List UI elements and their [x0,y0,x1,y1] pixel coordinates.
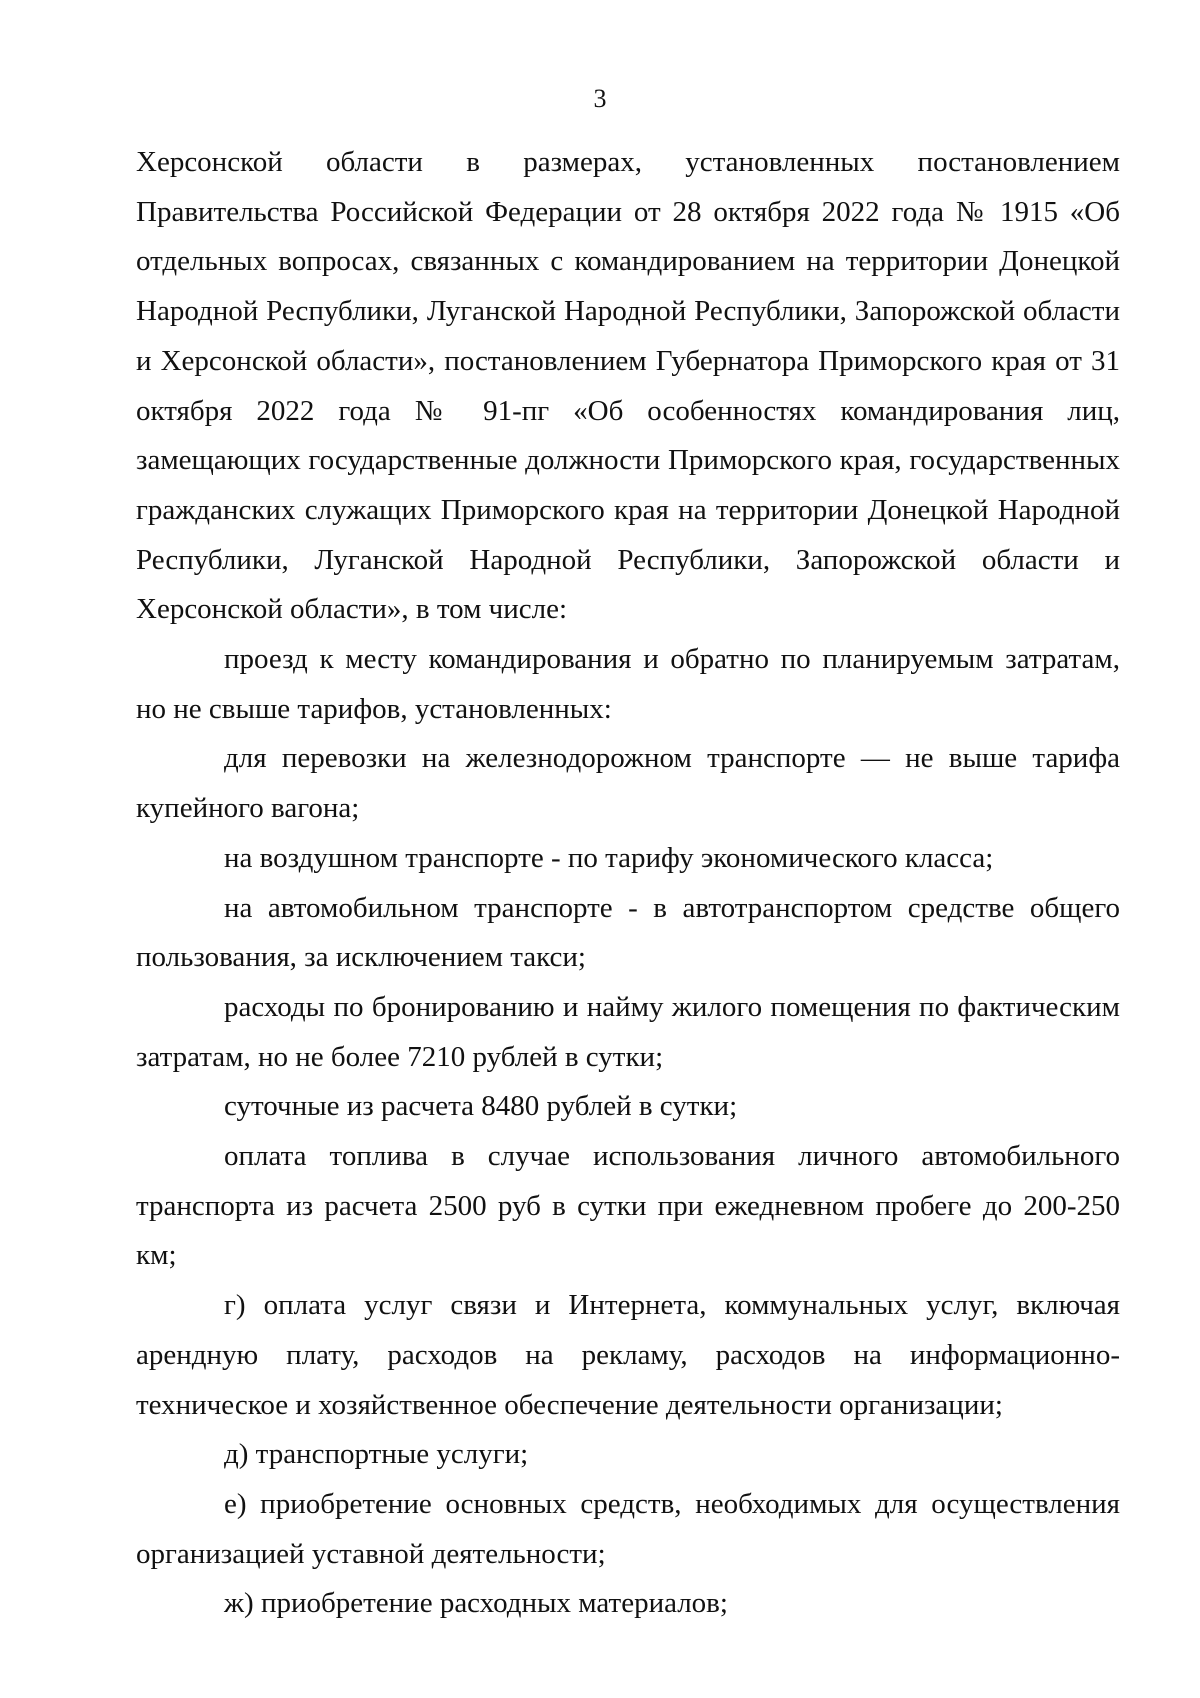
paragraph-air-transport: на воздушном транспорте - по тарифу экономического класса; [224,841,994,874]
document-body [136,138,1120,1629]
paragraph-item-g: г) оплата услуг связи и Интернета, коммунальных услуг, включая арендную плату, расходов на рекламу, расходов на информационно-техническое и хозяйственное обеспечение деятельности организации; [136,1289,1120,1421]
paragraph-accommodation: расходы по бронированию и найму жилого помещения по фактическим затратам, но не более 7210 рублей в сутки; [136,990,1120,1073]
paragraph-item-d: д) транспортные услуги; [224,1438,529,1471]
paragraph-travel-fare: проезд к месту командирования и обратно по планируемым затратам, но не свыше тарифов, установленных: [136,643,1120,725]
paragraph-continuation: Херсонской области в размерах, установленных постановлением Правительства Российской Федерации от 28 октября 2022 года № 1915 «Об отдельных вопросах, связанных с командированием на территории Донецкой Народной Республики, Луганской Народной Республики, Запорожской области и Херсонской области», постановлением Губернатора Приморского края от 31 октября 2022 года № 91-пг «Об особенностях командирования лиц, замещающих государственные должности Приморского края, государственных гражданских служащих Приморского края на территории Донецкой Народной Республики, Луганской Народной Республики, Запорожской области и Херсонской области», в том числе: [136,146,1120,626]
paragraph-item-e: е) приобретение основных средств, необходимых для осуществления организацией уставной деятельности; [136,1487,1120,1570]
paragraph-item-zh: ж) приобретение расходных материалов; [224,1587,728,1620]
paragraph-rail-transport: для перевозки на железнодорожном транспорте — не выше тарифа купейного вагона; [136,742,1120,825]
paragraph-per-diem: суточные из расчета 8480 рублей в сутки; [224,1090,738,1123]
paragraph-road-transport: на автомобильном транспорте - в автотранспортом средстве общего пользования, за исключением такси; [136,891,1120,974]
page-number: 3 [593,84,607,113]
paragraph-fuel: оплата топлива в случае использования личного автомобильного транспорта из расчета 2500 руб в сутки при ежедневном пробеге до 200-250 км; [136,1140,1120,1272]
